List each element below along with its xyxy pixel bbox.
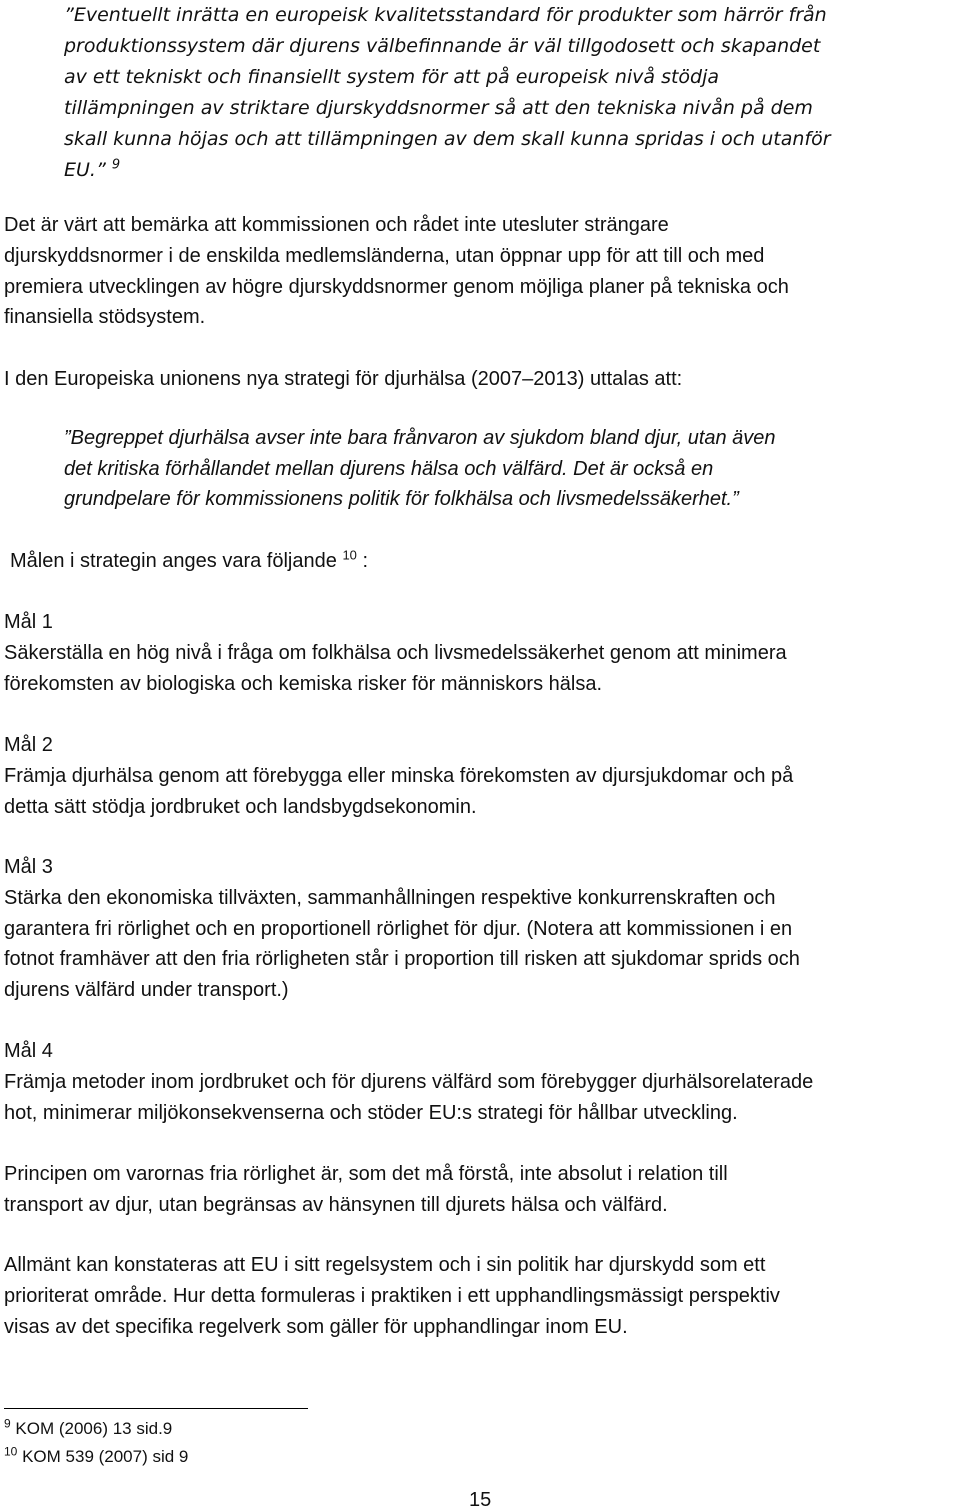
footnote-text: KOM (2006) 13 sid.9: [10, 1419, 173, 1438]
goals-intro-text: Målen i strategin anges vara följande: [10, 550, 337, 572]
goal-heading: Mål 2: [4, 734, 53, 756]
goal-line: Främja metoder inom jordbruket och för djurens välfärd som förebygger djurhälsorelaterade: [4, 1070, 814, 1093]
quote-line: det kritiska förhållandet mellan djurens hälsa och välfärd. Det är också en: [64, 457, 714, 480]
paragraph-line: djurskyddsnormer i de enskilda medlemsländerna, utan öppnar upp för att till och med: [4, 244, 765, 267]
quote-line: tillämpningen av striktare djurskyddsnormer så att den tekniska nivån på dem: [64, 97, 813, 119]
footnote-number: 9: [4, 1416, 11, 1431]
quote-last-line: [64, 155, 944, 186]
quote-line: ”Eventuellt inrätta en europeisk kvalitetsstandard för produkter som härrör från: [64, 4, 827, 26]
paragraph-line: I den Europeiska unionens nya strategi för djurhälsa (2007–2013) uttalas att:: [4, 368, 683, 390]
goal-heading: Mål 1: [4, 611, 53, 633]
footnote-separator: [4, 1408, 308, 1409]
goals-intro-colon: :: [362, 550, 369, 572]
quote-animal-health-concept: [64, 423, 944, 515]
goal-line: Främja djurhälsa genom att förebygga eller minska förekomsten av djursjukdomar och på: [4, 764, 794, 787]
goal-line: djurens välfärd under transport.): [4, 979, 289, 1002]
quote-line: grundpelare för kommissionens politik för folkhälsa och livsmedelssäkerhet.”: [64, 488, 739, 510]
goal-line: Stärka den ekonomiska tillväxten, sammanhållningen respektive konkurrenskraften och: [4, 886, 776, 909]
quote-line: produktionssystem där djurens välbefinnande är väl tillgodosett och skapandet: [64, 35, 821, 57]
paragraph-line: transport av djur, utan begränsas av hänsynen till djurets hälsa och välfärd.: [4, 1193, 668, 1216]
paragraph-line: premiera utvecklingen av högre djurskyddsnormer genom möjliga planer på tekniska och: [4, 275, 789, 298]
goal-line: förekomsten av biologiska och kemiska risker för människors hälsa.: [4, 672, 603, 695]
goal-3: [4, 852, 954, 1006]
goal-1: [4, 607, 954, 699]
paragraph-line: Det är värt att bemärka att kommissionen och rådet inte utesluter strängare: [4, 214, 669, 236]
quote-line: EU.”: [64, 159, 106, 181]
goal-4: [4, 1036, 954, 1128]
goals-intro: [10, 546, 960, 577]
paragraph-line: prioriterat område. Hur detta formuleras i praktiken i ett upphandlingsmässigt perspektiv: [4, 1284, 780, 1307]
quote-eu-quality-standard: [64, 0, 944, 186]
quote-line: ”Begreppet djurhälsa avser inte bara frånvaron av sjukdom bland djur, utan även: [64, 427, 776, 449]
paragraph-commission: [4, 210, 954, 333]
paragraph-strategy-intro: [4, 364, 954, 395]
goal-heading: Mål 3: [4, 856, 53, 878]
goal-line: garantera fri rörlighet och en proportionell rörlighet för djur. (Notera att kommissionen i en: [4, 917, 793, 940]
footnote-text: KOM 539 (2007) sid 9: [17, 1447, 189, 1466]
quote-line: skall kunna höjas och att tillämpningen av dem skall kunna spridas i och utanför: [64, 128, 831, 150]
footnote-10: [4, 1444, 189, 1467]
footnote-ref-10: 10: [342, 547, 357, 563]
paragraph-general: [4, 1250, 954, 1342]
paragraph-line: finansiella stödsystem.: [4, 306, 206, 329]
paragraph-line: Allmänt kan konstateras att EU i sitt regelsystem och i sin politik har djurskydd som ett: [4, 1254, 766, 1276]
footnote-number: 10: [4, 1444, 18, 1459]
goal-line: fotnot framhäver att den fria rörligheten står i proportion till risken att sjukdomar sprids och: [4, 948, 800, 971]
quote-line: av ett tekniskt och finansiellt system för att på europeisk nivå stödja: [64, 66, 720, 88]
paragraph-principle: [4, 1159, 954, 1221]
paragraph-line: visas av det specifika regelverk som gäller för upphandlingar inom EU.: [4, 1315, 628, 1338]
paragraph-line: Principen om varornas fria rörlighet är, som det må förstå, inte absolut i relation till: [4, 1163, 728, 1185]
goal-line: Säkerställa en hög nivå i fråga om folkhälsa och livsmedelssäkerhet genom att minimera: [4, 641, 787, 664]
goal-heading: Mål 4: [4, 1040, 53, 1062]
goal-2: [4, 730, 954, 822]
page-number: 15: [469, 1489, 492, 1511]
footnote-9: [4, 1416, 173, 1439]
goal-line: hot, minimerar miljökonsekvenserna och stöder EU:s strategi för hållbar utveckling.: [4, 1101, 738, 1124]
goal-line: detta sätt stödja jordbruket och landsbygdsekonomin.: [4, 795, 477, 818]
footnote-ref-9: 9: [111, 157, 121, 173]
